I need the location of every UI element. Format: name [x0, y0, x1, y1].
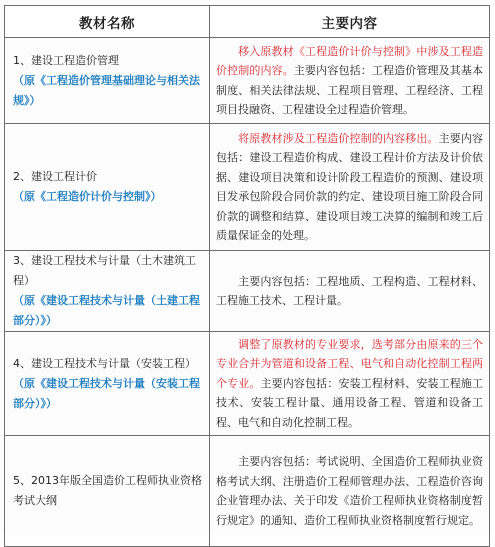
original-textbook-name: （原《建设工程技术与计量（土建工程部分）》） [13, 294, 200, 327]
header-textbook-name: 教材名称 [5, 6, 210, 38]
original-textbook-name: （原《工程造价管理基础理论与相关法规》） [13, 73, 200, 107]
header-main-content: 主要内容 [210, 6, 490, 38]
content-description: 主要内容包括：工程造价管理及其基本制度、相关法律法规、工程项目管理、工程经济、工程项目投融资、工程建设全过程造价管理。 [216, 64, 484, 116]
change-note: 移入原教材《工程造价计价与控制》中涉及工程造价控制的内容。 [216, 44, 483, 77]
textbook-name-cell [5, 332, 210, 436]
table-row [5, 38, 490, 124]
content-description: 主要内容包括：考试说明、全国造价工程师执业资格考试大纲、注册造价工程师管理办法、工程造价咨询企业管理办法、关于印发《造价工程师执业资格制度暂行规定》的通知、造价工程师执业资格制度暂行规定。 [216, 455, 483, 527]
textbook-name-cell [5, 251, 210, 332]
main-content-cell [210, 124, 490, 251]
change-note: 调整了原教材的专业要求，选考部分由原来的三个专业合并为管道和设备工程、电气和自动化控制工程两个专业。 [216, 337, 483, 390]
table-row [5, 436, 490, 547]
syllabus-table [4, 5, 490, 547]
content-description: 主要内容包括：工程地质、工程构造、工程材料、工程施工技术、工程计量。 [216, 274, 483, 307]
header-row [5, 6, 490, 38]
content-description: 主要内容包括：安装工程材料、安装工程施工技术、安装工程计量、通用设备工程、管道和设备工程、电气和自动化控制工程。 [216, 376, 484, 429]
table-row [5, 124, 490, 251]
textbook-name: 2、建设工程计价 [13, 170, 97, 183]
textbook-name: 4、建设工程技术与计量（安装工程） [13, 356, 196, 370]
textbook-name: 1、建设工程造价管理 [13, 53, 119, 67]
table-row [5, 332, 490, 436]
textbook-name-cell [5, 38, 210, 124]
textbook-name-cell [5, 436, 210, 547]
table-row [5, 251, 490, 332]
original-textbook-name: （原《建设工程技术与计量（安装工程部分）》） [13, 376, 200, 410]
textbook-name: 3、建设工程技术与计量（土木建筑工程） [13, 254, 196, 287]
change-note: 将原教材涉及工程造价控制的内容移出。 [238, 131, 439, 145]
original-textbook-name: （原《工程造价计价与控制》） [13, 190, 162, 203]
textbook-name-cell [5, 124, 210, 251]
main-content-cell [210, 332, 490, 436]
main-content-cell [210, 251, 490, 332]
main-content-cell [210, 436, 490, 547]
textbook-name: 5、2013年版全国造价工程师执业资格考试大纲 [13, 474, 202, 507]
main-content-cell [210, 38, 490, 124]
content-description: 主要内容包括：建设工程造价构成、建设工程计价方法及计价依据、建设项目决策和设计阶段工程造价的预测、建设项目发承包阶段合同价款的约定、建设项目施工阶段合同价款的调整和结算、建设项目竣工决算的编制和竣工后质量保证金的处理。 [216, 131, 484, 242]
